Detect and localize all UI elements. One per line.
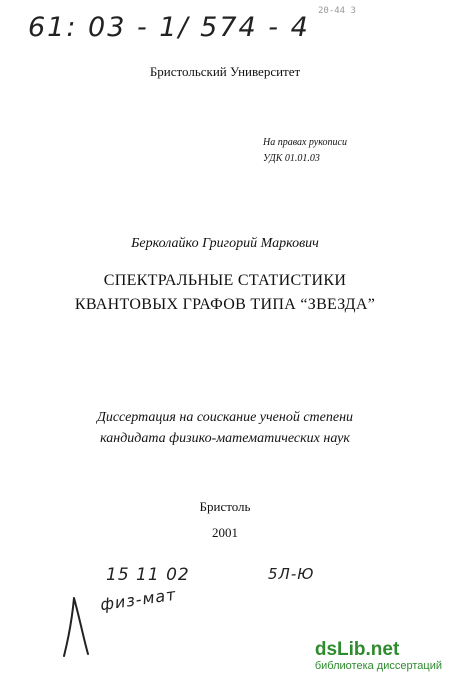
city: Бристоль xyxy=(199,499,251,514)
handwritten-slash-mark xyxy=(60,590,94,658)
rights-note: На правах рукописи xyxy=(263,137,347,148)
udk-code: УДК 01.01.03 xyxy=(263,153,320,164)
author-name: Берколайко Григорий Маркович xyxy=(131,236,319,251)
watermark xyxy=(315,640,442,672)
watermark-tagline: библиотека диссертаций xyxy=(314,660,442,672)
subtitle-line-2: кандидата физико-математических наук xyxy=(100,431,350,446)
handwritten-department: физ-мат xyxy=(99,584,178,615)
watermark-brand: dsLib.net xyxy=(314,639,400,660)
university-name: Бристольский Университет xyxy=(149,64,301,79)
catalog-number: 61: 03 - 1/ 574 - 4 xyxy=(28,12,310,43)
handwritten-date: 15 11 02 xyxy=(106,565,190,585)
library-stamp: 20-44 3 xyxy=(318,6,356,16)
subtitle-line-1: Диссертация на соискание ученой степени xyxy=(96,410,354,425)
handwritten-code: 5Л-Ю xyxy=(268,565,315,583)
title-line-1: СПЕКТРАЛЬНЫЕ СТАТИСТИКИ xyxy=(103,272,347,289)
title-line-2: КВАНТОВЫХ ГРАФОВ ТИПА “ЗВЕЗДА” xyxy=(74,296,376,313)
year: 2001 xyxy=(212,525,238,540)
